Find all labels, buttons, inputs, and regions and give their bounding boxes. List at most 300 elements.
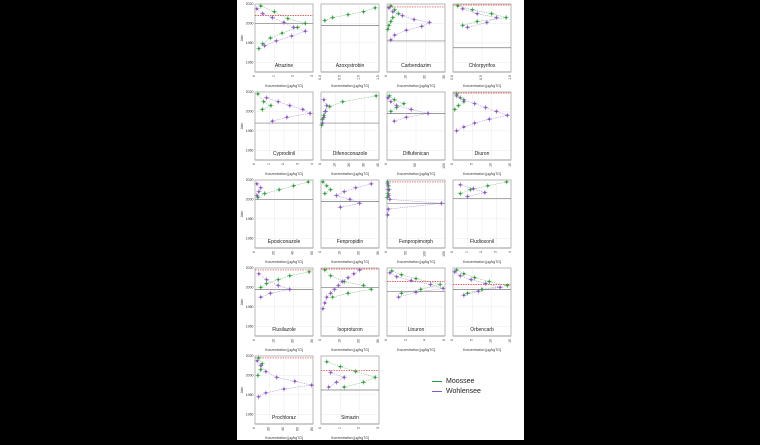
data-point-wohlensee bbox=[484, 106, 486, 108]
x-tick-label: 50 bbox=[403, 251, 408, 255]
facet-title: Atrazine bbox=[274, 63, 294, 69]
x-tick-label: 0 bbox=[252, 251, 256, 253]
data-point-moossee bbox=[265, 282, 267, 284]
data-point-wohlensee bbox=[390, 39, 392, 41]
y-tick-label: 2020 bbox=[245, 266, 254, 271]
data-point-wohlensee bbox=[455, 130, 457, 132]
x-tick-label: 30 bbox=[310, 339, 314, 343]
data-point-moossee bbox=[324, 192, 326, 194]
data-point-moossee bbox=[257, 357, 259, 359]
facet-title: Chlorpyrifos bbox=[468, 63, 496, 69]
x-tick-label: 1 bbox=[266, 163, 271, 165]
data-point-moossee bbox=[260, 5, 262, 7]
data-point-wohlensee bbox=[455, 95, 457, 97]
data-point-wohlensee bbox=[388, 7, 390, 9]
facet-atrazine bbox=[240, 2, 314, 88]
data-point-wohlensee bbox=[302, 108, 304, 110]
facet-orbencarb bbox=[450, 267, 512, 352]
facet-title: Linuron bbox=[407, 327, 425, 333]
data-point-wohlensee bbox=[370, 183, 372, 185]
x-tick-label: 40 bbox=[290, 251, 295, 255]
data-point-moossee bbox=[260, 368, 262, 370]
data-point-wohlensee bbox=[265, 278, 267, 280]
data-point-wohlensee bbox=[389, 198, 391, 200]
data-point-wohlensee bbox=[405, 116, 407, 118]
data-point-wohlensee bbox=[353, 273, 355, 275]
data-point-wohlensee bbox=[283, 21, 285, 23]
data-point-moossee bbox=[329, 275, 331, 277]
data-point-moossee bbox=[262, 43, 264, 45]
data-point-wohlensee bbox=[405, 29, 407, 31]
data-point-wohlensee bbox=[260, 365, 262, 367]
data-point-moossee bbox=[362, 284, 364, 286]
x-tick-label: 30 bbox=[376, 339, 380, 343]
data-point-wohlensee bbox=[397, 296, 399, 298]
data-point-moossee bbox=[387, 28, 389, 30]
x-tick-label: 20 bbox=[356, 251, 361, 255]
data-point-moossee bbox=[390, 110, 392, 112]
data-point-moossee bbox=[331, 16, 333, 18]
data-point-moossee bbox=[394, 9, 396, 11]
data-point-wohlensee bbox=[395, 276, 397, 278]
data-point-wohlensee bbox=[466, 195, 468, 197]
data-point-wohlensee bbox=[472, 188, 474, 190]
data-point-wohlensee bbox=[499, 286, 501, 288]
data-point-moossee bbox=[487, 185, 489, 187]
data-point-wohlensee bbox=[265, 97, 267, 99]
data-point-moossee bbox=[505, 181, 507, 183]
x-tick-label: 1 bbox=[337, 427, 342, 429]
y-tick-label: 2000 bbox=[245, 109, 254, 114]
data-point-wohlensee bbox=[394, 34, 396, 36]
x-tick-label: 0.5 bbox=[337, 75, 342, 80]
data-point-moossee bbox=[415, 277, 417, 279]
data-point-moossee bbox=[386, 196, 388, 198]
data-point-wohlensee bbox=[263, 45, 265, 47]
data-point-moossee bbox=[287, 17, 289, 19]
data-point-wohlensee bbox=[463, 99, 465, 101]
data-point-moossee bbox=[457, 104, 459, 106]
data-point-moossee bbox=[308, 271, 310, 273]
data-point-moossee bbox=[476, 20, 478, 22]
x-axis-label: Konzentration [µg/kgTG] bbox=[264, 84, 304, 88]
data-point-wohlensee bbox=[387, 208, 389, 210]
data-point-moossee bbox=[269, 37, 271, 39]
data-point-moossee bbox=[260, 286, 262, 288]
data-point-moossee bbox=[459, 192, 461, 194]
data-point-wohlensee bbox=[309, 112, 311, 114]
x-tick-label: 10 bbox=[337, 251, 342, 255]
facet-difenoconazole bbox=[318, 92, 380, 176]
data-point-wohlensee bbox=[323, 99, 325, 101]
x-tick-label: 6 bbox=[442, 339, 446, 341]
facet-title: Cyprodinil bbox=[272, 151, 296, 157]
facet-title: Prochloraz bbox=[272, 415, 296, 421]
data-point-wohlensee bbox=[358, 269, 360, 271]
data-point-moossee bbox=[339, 365, 341, 367]
data-point-wohlensee bbox=[466, 26, 468, 28]
data-point-wohlensee bbox=[337, 284, 339, 286]
facet-fenpropidin bbox=[318, 179, 380, 264]
x-axis-label: Konzentration [µg/kgTG] bbox=[462, 172, 502, 176]
data-point-wohlensee bbox=[461, 8, 463, 10]
data-point-wohlensee bbox=[283, 388, 285, 390]
data-point-wohlensee bbox=[294, 380, 296, 382]
x-axis-label: Konzentration [µg/kgTG] bbox=[330, 260, 370, 264]
x-tick-label: 1 bbox=[271, 75, 276, 77]
y-tick-label: 2020 bbox=[245, 178, 254, 183]
data-point-wohlensee bbox=[329, 371, 331, 373]
data-point-wohlensee bbox=[495, 16, 497, 18]
facet-chlorpyrifos bbox=[450, 3, 512, 88]
x-axis-label: Konzentration [µg/kgTG] bbox=[264, 260, 304, 264]
data-point-wohlensee bbox=[442, 287, 444, 289]
data-point-wohlensee bbox=[289, 104, 291, 106]
data-point-wohlensee bbox=[321, 122, 323, 124]
data-point-moossee bbox=[388, 24, 390, 26]
x-tick-label: 15 bbox=[508, 163, 512, 167]
data-point-wohlensee bbox=[410, 279, 412, 281]
data-point-moossee bbox=[324, 269, 326, 271]
facet-azoxystrobin bbox=[318, 4, 380, 88]
x-tick-label: 10 bbox=[337, 339, 342, 343]
data-point-wohlensee bbox=[258, 273, 260, 275]
x-tick-label: 0 bbox=[252, 75, 256, 77]
legend-item-wohlensee bbox=[432, 386, 481, 396]
data-point-moossee bbox=[343, 386, 345, 388]
data-point-moossee bbox=[342, 101, 344, 103]
x-axis-label: Konzentration [µg/kgTG] bbox=[264, 436, 304, 440]
x-tick-label: 2 bbox=[479, 251, 483, 253]
x-tick-label: 0 bbox=[384, 339, 388, 341]
data-point-wohlensee bbox=[343, 190, 345, 192]
data-point-moossee bbox=[454, 108, 456, 110]
data-point-wohlensee bbox=[341, 280, 343, 282]
data-point-moossee bbox=[278, 189, 280, 191]
data-point-wohlensee bbox=[389, 272, 391, 274]
data-point-wohlensee bbox=[256, 8, 258, 10]
data-point-moossee bbox=[277, 278, 279, 280]
data-point-wohlensee bbox=[459, 275, 461, 277]
y-axis-label: Jahr bbox=[240, 122, 244, 130]
x-axis-label: Konzentration [µg/kgTG] bbox=[330, 172, 370, 176]
y-axis-label: Jahr bbox=[240, 386, 244, 394]
x-tick-label: 1.0 bbox=[508, 75, 512, 80]
data-point-wohlensee bbox=[393, 120, 395, 122]
y-tick-label: 2020 bbox=[245, 2, 254, 7]
x-axis-label: Konzentration [µg/kgTG] bbox=[396, 172, 436, 176]
plot-frame bbox=[255, 268, 313, 336]
data-point-wohlensee bbox=[395, 104, 397, 106]
x-axis-label: Konzentration [µg/kgTG] bbox=[396, 260, 436, 264]
data-point-wohlensee bbox=[323, 116, 325, 118]
x-tick-label: 0.0 bbox=[450, 75, 454, 80]
facet-isoproturon bbox=[318, 267, 380, 352]
data-point-wohlensee bbox=[277, 284, 279, 286]
facet-title: Fenpropimorph bbox=[399, 239, 433, 245]
figure-panel bbox=[237, 0, 524, 440]
plot-frame bbox=[453, 268, 511, 336]
data-point-moossee bbox=[347, 292, 349, 294]
y-tick-label: 1960 bbox=[245, 148, 254, 153]
facet-title: Epoxiconazole bbox=[267, 239, 301, 245]
y-tick-label: 1960 bbox=[245, 236, 254, 241]
data-point-wohlensee bbox=[355, 187, 357, 189]
x-tick-label: 4 bbox=[310, 163, 314, 165]
y-tick-label: 2020 bbox=[245, 90, 254, 95]
x-tick-label: 150 bbox=[442, 251, 446, 257]
data-point-wohlensee bbox=[335, 194, 337, 196]
data-point-wohlensee bbox=[413, 18, 415, 20]
plot-frame bbox=[387, 4, 445, 72]
facet-carbendazim bbox=[384, 3, 446, 88]
legend bbox=[432, 376, 481, 396]
y-tick-label: 1980 bbox=[245, 217, 254, 222]
plot-frame bbox=[453, 92, 511, 160]
data-point-wohlensee bbox=[277, 101, 279, 103]
x-tick-label: 15 bbox=[508, 339, 512, 343]
data-point-moossee bbox=[281, 32, 283, 34]
y-tick-label: 2020 bbox=[245, 354, 254, 359]
facet-diflufenican bbox=[384, 92, 446, 176]
x-tick-label: 0 bbox=[252, 339, 256, 341]
data-point-moossee bbox=[393, 99, 395, 101]
data-point-moossee bbox=[263, 101, 265, 103]
data-point-wohlensee bbox=[410, 108, 412, 110]
y-tick-label: 1980 bbox=[245, 41, 254, 46]
x-tick-label: 4 bbox=[422, 339, 427, 341]
x-tick-label: 10 bbox=[488, 163, 493, 167]
x-tick-label: 0 bbox=[450, 339, 454, 341]
data-point-wohlensee bbox=[421, 25, 423, 27]
data-point-moossee bbox=[390, 20, 392, 22]
x-axis-label: Konzentration [µg/kgTG] bbox=[264, 348, 304, 352]
data-point-wohlensee bbox=[387, 183, 389, 185]
y-tick-label: 2000 bbox=[245, 21, 254, 26]
x-tick-label: 2 bbox=[403, 339, 408, 341]
data-point-moossee bbox=[270, 104, 272, 106]
facet-linuron bbox=[384, 268, 446, 352]
data-point-wohlensee bbox=[463, 126, 465, 128]
data-point-wohlensee bbox=[390, 101, 392, 103]
data-point-moossee bbox=[362, 381, 364, 383]
y-tick-label: 1980 bbox=[245, 129, 254, 134]
x-tick-label: 40 bbox=[376, 163, 380, 167]
x-tick-label: 30 bbox=[376, 251, 380, 255]
x-tick-label: 0 bbox=[318, 339, 322, 341]
x-tick-label: 1 bbox=[464, 251, 469, 253]
data-point-moossee bbox=[388, 95, 390, 97]
data-point-wohlensee bbox=[387, 97, 389, 99]
data-point-wohlensee bbox=[324, 110, 326, 112]
x-tick-label: 0.0 bbox=[318, 75, 322, 80]
x-tick-label: 0 bbox=[384, 75, 388, 77]
x-axis-label: Konzentration [µg/kgTG] bbox=[264, 172, 304, 176]
data-point-moossee bbox=[461, 24, 463, 26]
facet-title: Difenoconazole bbox=[332, 151, 368, 157]
data-point-wohlensee bbox=[459, 184, 461, 186]
y-tick-label: 1960 bbox=[245, 324, 254, 329]
data-point-wohlensee bbox=[347, 277, 349, 279]
data-point-moossee bbox=[390, 5, 392, 7]
data-point-wohlensee bbox=[304, 30, 306, 32]
x-tick-label: 2 bbox=[290, 75, 295, 77]
plot-frame bbox=[255, 180, 313, 248]
x-tick-label: 2 bbox=[281, 163, 285, 165]
data-point-wohlensee bbox=[428, 21, 430, 23]
data-point-moossee bbox=[292, 185, 294, 187]
y-tick-label: 1980 bbox=[245, 305, 254, 310]
x-tick-label: 40 bbox=[281, 427, 285, 431]
data-point-moossee bbox=[273, 11, 275, 13]
y-axis-label: Jahr bbox=[240, 210, 244, 218]
x-tick-label: 30 bbox=[442, 75, 446, 79]
x-tick-label: 30 bbox=[361, 163, 366, 167]
x-axis-label: Konzentration [µg/kgTG] bbox=[330, 84, 370, 88]
x-axis-label: Konzentration [µg/kgTG] bbox=[330, 348, 370, 352]
x-tick-label: 20 bbox=[347, 163, 351, 167]
data-point-wohlensee bbox=[329, 292, 331, 294]
data-point-moossee bbox=[463, 273, 465, 275]
y-axis-label: Jahr bbox=[240, 34, 244, 42]
data-point-wohlensee bbox=[486, 21, 488, 23]
data-point-moossee bbox=[261, 108, 263, 110]
data-point-wohlensee bbox=[335, 381, 337, 383]
data-point-moossee bbox=[400, 274, 402, 276]
facet-charts bbox=[237, 0, 524, 440]
data-point-moossee bbox=[370, 288, 372, 290]
data-point-wohlensee bbox=[506, 114, 508, 116]
data-point-moossee bbox=[506, 284, 508, 286]
data-point-moossee bbox=[439, 283, 441, 285]
data-point-wohlensee bbox=[427, 112, 429, 114]
data-point-wohlensee bbox=[256, 194, 258, 196]
data-point-wohlensee bbox=[484, 191, 486, 193]
x-tick-label: 1.0 bbox=[356, 75, 361, 80]
data-point-wohlensee bbox=[262, 13, 264, 15]
data-point-wohlensee bbox=[488, 118, 490, 120]
x-tick-label: 3 bbox=[295, 163, 300, 165]
data-point-wohlensee bbox=[474, 102, 476, 104]
data-point-wohlensee bbox=[310, 384, 312, 386]
data-point-moossee bbox=[261, 363, 263, 365]
x-tick-label: 10 bbox=[271, 339, 276, 343]
x-tick-label: 60 bbox=[295, 427, 300, 431]
data-point-moossee bbox=[505, 16, 507, 18]
y-tick-label: 1980 bbox=[245, 393, 254, 398]
x-tick-label: 20 bbox=[356, 339, 361, 343]
y-tick-label: 2000 bbox=[245, 197, 254, 202]
y-tick-label: 1960 bbox=[245, 60, 254, 65]
data-point-moossee bbox=[420, 288, 422, 290]
x-tick-label: 20 bbox=[290, 339, 295, 343]
data-point-wohlensee bbox=[339, 206, 341, 208]
facet-title: Fenpropidin bbox=[336, 239, 364, 245]
data-point-moossee bbox=[391, 270, 393, 272]
x-tick-label: 2 bbox=[356, 427, 361, 429]
facet-simazin bbox=[318, 356, 380, 440]
x-axis-label: Konzentration [µg/kgTG] bbox=[462, 260, 502, 264]
data-point-wohlensee bbox=[470, 278, 472, 280]
data-point-moossee bbox=[304, 22, 306, 24]
data-point-wohlensee bbox=[358, 202, 360, 204]
data-point-wohlensee bbox=[286, 116, 288, 118]
x-tick-label: 20 bbox=[266, 427, 271, 431]
data-point-moossee bbox=[471, 9, 473, 11]
facet-title: Fludioxonil bbox=[470, 239, 494, 245]
data-point-moossee bbox=[374, 7, 376, 9]
data-point-moossee bbox=[326, 185, 328, 187]
x-tick-label: 20 bbox=[422, 75, 427, 79]
data-point-wohlensee bbox=[257, 396, 259, 398]
x-tick-label: 10 bbox=[332, 163, 337, 167]
x-axis-label: Konzentration [µg/kgTG] bbox=[330, 436, 370, 440]
data-point-moossee bbox=[322, 181, 324, 183]
data-point-moossee bbox=[488, 280, 490, 282]
data-point-moossee bbox=[392, 16, 394, 18]
legend-label-wohlensee: Wohlensee bbox=[446, 387, 481, 395]
legend-swatch-wohlensee bbox=[432, 391, 442, 392]
x-tick-label: 5 bbox=[469, 339, 474, 341]
data-point-wohlensee bbox=[388, 194, 390, 196]
facet-title: Orbencarb bbox=[470, 327, 494, 333]
facet-title: Simazin bbox=[341, 415, 359, 421]
x-tick-label: 0 bbox=[318, 427, 322, 429]
data-point-wohlensee bbox=[289, 288, 291, 290]
data-point-wohlensee bbox=[275, 40, 277, 42]
data-point-moossee bbox=[257, 374, 259, 376]
data-point-moossee bbox=[258, 47, 260, 49]
x-tick-label: 20 bbox=[271, 251, 276, 255]
plot-frame bbox=[387, 180, 445, 248]
facet-title: Diflufenican bbox=[402, 151, 430, 157]
facet-prochloraz bbox=[240, 354, 314, 440]
x-axis-label: Konzentration [µg/kgTG] bbox=[396, 84, 436, 88]
x-tick-label: 0 bbox=[252, 427, 256, 429]
facet-title: Carbendazim bbox=[401, 63, 431, 69]
facet-fenpropimorph bbox=[384, 179, 446, 264]
data-point-wohlensee bbox=[349, 198, 351, 200]
x-tick-label: 100 bbox=[442, 163, 446, 169]
data-point-wohlensee bbox=[258, 190, 260, 192]
facet-epoxiconazole bbox=[240, 178, 314, 264]
data-point-wohlensee bbox=[260, 187, 262, 189]
data-point-wohlensee bbox=[291, 35, 293, 37]
data-point-wohlensee bbox=[454, 271, 456, 273]
data-point-wohlensee bbox=[474, 122, 476, 124]
data-point-wohlensee bbox=[477, 290, 479, 292]
x-tick-label: 3 bbox=[376, 427, 380, 429]
data-point-wohlensee bbox=[326, 296, 328, 298]
data-point-wohlensee bbox=[328, 386, 330, 388]
x-axis-label: Konzentration [µg/kgTG] bbox=[462, 348, 502, 352]
facet-cyprodinil bbox=[240, 90, 314, 176]
data-point-moossee bbox=[481, 288, 483, 290]
data-point-moossee bbox=[374, 376, 376, 378]
x-tick-label: 4 bbox=[508, 251, 512, 253]
data-point-wohlensee bbox=[265, 392, 267, 394]
data-point-moossee bbox=[457, 5, 459, 7]
x-axis-label: Konzentration [µg/kgTG] bbox=[462, 84, 502, 88]
data-point-moossee bbox=[329, 189, 331, 191]
x-tick-label: 0 bbox=[318, 163, 322, 165]
x-tick-label: 100 bbox=[422, 251, 427, 257]
y-tick-label: 1960 bbox=[245, 412, 254, 417]
data-point-wohlensee bbox=[269, 292, 271, 294]
data-point-wohlensee bbox=[343, 376, 345, 378]
facet-diuron bbox=[450, 91, 512, 176]
data-point-moossee bbox=[455, 269, 457, 271]
